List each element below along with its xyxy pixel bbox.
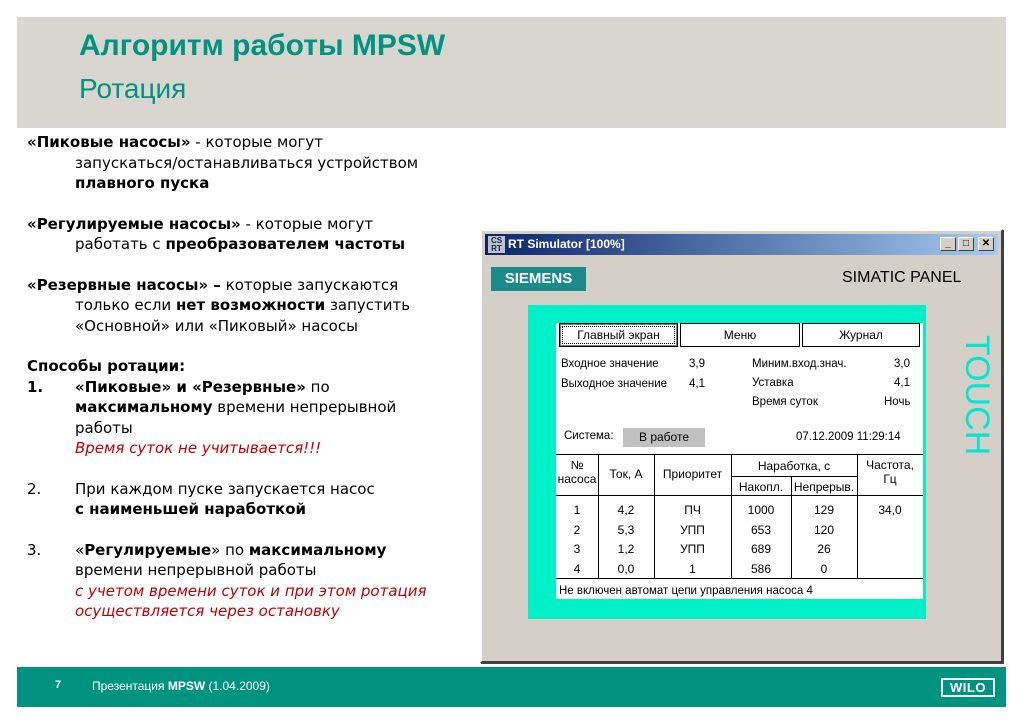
menu-button[interactable]: Меню [680,323,800,347]
table-cell: УПП [680,542,705,556]
item2-line1: При каждом пуске запускается насос [75,479,375,498]
rt-simulator-window [480,229,1003,663]
peak-pumps-term: «Пиковые насосы» [27,133,191,151]
reserve-pumps-rest: которые запускаются [220,275,399,294]
reserve-line2-bold: нет возможности [175,296,326,314]
maximize-button[interactable]: □ [958,237,974,251]
header-frequency [857,458,923,486]
app-logo-icon: CS RT [488,236,505,253]
item-number: 2. [27,479,42,498]
table-cell: 4 [573,561,581,576]
header-num-line1: № [570,458,584,472]
table-cell: 1000 [747,503,775,517]
min-input-label: Миним.вход.знач. [752,358,847,370]
accumulated-column [731,501,791,579]
rotation-methods-title [27,356,477,377]
rotation-method-2 [27,479,477,520]
table-cell: 1 [689,561,696,576]
header-freq-line2: Гц [883,472,897,486]
table-cell: 26 [817,542,831,556]
header-current: Ток, А [609,467,643,481]
window-titlebar[interactable] [485,234,998,255]
item1-post: по [305,377,330,396]
time-of-day-value: Ночь [884,396,911,408]
item3-note2: осуществляется через остановку [75,602,340,620]
item2-line2 [75,499,477,520]
item3-pre: « [75,540,85,559]
item1-line2 [75,397,477,418]
window-title: RT Simulator [100%] [508,237,625,251]
table-cell: УПП [680,522,705,537]
status-message: Не включен автомат цепи управления насоса 4 [559,585,813,597]
item-number: 1. [27,377,44,396]
main-screen-button[interactable]: Главный экран [559,323,678,347]
regulated-pumps-definition [27,214,477,255]
item1-bold: «Пиковые» и «Резервные» [75,377,306,396]
rotation-method-3 [27,540,477,622]
input-value-label: Входное значение [561,358,659,370]
table-cell: 5,3 [617,522,635,537]
table-header-border [556,495,923,496]
item3-bold2: максимальному [248,540,387,559]
header-continuous: Непрерыв. [793,480,855,494]
footer-bold: MPSW [167,679,206,693]
item1-line2-bold: максимальному [75,398,213,416]
minimize-button[interactable]: _ [940,237,956,251]
panel-name: SIMATIC PANEL [842,269,962,286]
reserve-pumps-term: «Резервные насосы» – [27,275,221,294]
table-cell: 129 [813,503,835,517]
wilo-logo: WILO [941,678,995,697]
pump-number-column [556,501,598,579]
header-pump-number [556,458,598,486]
reserve-pumps-line2 [27,295,477,316]
siemens-logo: SIEMENS [491,267,586,291]
peak-pumps-rest: - которые могут [190,133,323,151]
output-value-label: Выходное значение [561,378,668,390]
reserve-pumps-line3: «Основной» или «Пиковый» насосы [75,316,358,335]
table-top-border [556,454,923,455]
hmi-screen-frame [528,305,926,619]
rotation-methods-heading: Способы ротации: [27,357,186,375]
journal-button[interactable]: Журнал [802,323,920,347]
system-status-indicator: В работе [623,428,705,447]
frequency-column [857,501,923,521]
datetime: 07.12.2009 11:29:14 [796,431,901,443]
header-num-line2: насоса [557,472,597,486]
regulated-line2-bold: преобразователем частоты [165,235,406,253]
table-cell: 34,0 [878,503,902,517]
header-runtime: Наработка, с [757,459,831,473]
page-subtitle: Ротация [79,73,187,104]
item1-line3: работы [75,418,133,437]
table-cell: 586 [750,561,772,576]
header-priority: Приоритет [662,467,723,481]
footer-bar [17,667,1006,707]
page-title: Алгоритм работы MPSW [79,29,446,62]
header-accumulated: Накопл. [738,480,784,494]
item3-note1: с учетом времени суток и при этом ротация [75,581,427,600]
peak-pumps-definition [27,132,477,194]
table-cell: 3 [573,542,581,556]
setpoint-label: Уставка [752,377,794,389]
item1-line2-post: времени непрерывной [212,398,397,416]
reserve-pumps-definition [27,275,477,337]
close-button[interactable]: ✕ [978,237,994,251]
header-freq-line1: Частота, [866,458,914,472]
table-cell: 2 [573,522,581,537]
item-number: 3. [27,540,42,559]
peak-pumps-line2: запускаться/останавливаться устройством [75,153,419,172]
item3-bold: Регулируемые [84,540,212,559]
priority-column [654,501,731,579]
setpoint-value: 4,1 [894,377,910,389]
output-value: 4,1 [689,378,705,390]
body-text [27,132,477,622]
system-label: Система: [564,430,614,442]
continuous-column [791,501,857,579]
time-of-day-label: Время суток [752,396,818,408]
table-cell: ПЧ [684,503,701,517]
regulated-pumps-line2 [27,234,477,255]
table-cell: 653 [750,522,772,537]
footer-pre: Презентация [92,679,168,693]
reserve-line2-post: запустить [325,296,411,314]
current-column [598,501,654,579]
footer-caption [92,679,270,693]
touch-label: TOUCH [958,334,996,456]
regulated-pumps-term: «Регулируемые насосы» [27,214,241,233]
runtime-subheader-border [731,476,857,477]
table-cell: 1,2 [617,542,635,556]
item1-note: Время суток не учитывается!!! [75,439,322,457]
footer-post: (1.04.2009) [205,679,270,693]
page-number: 7 [55,679,62,691]
peak-pumps-line3 [27,173,477,194]
table-cell: 120 [813,522,835,537]
item2-line2-bold: с наименьшей наработкой [75,500,307,518]
rotation-method-1 [27,377,477,459]
hmi-screen [556,323,923,599]
regulated-line2-pre: работать с [75,235,166,253]
regulated-pumps-rest: - которые могут [240,214,374,233]
reserve-line2-pre: только если [75,296,176,314]
table-cell: 0 [820,561,828,576]
input-value: 3,9 [689,358,705,370]
title-band [17,17,1006,128]
table-cell: 0,0 [617,561,635,576]
peak-pumps-soft-start: плавного пуска [75,174,210,192]
table-cell: 1 [573,503,581,517]
item3-line2: времени непрерывной работы [75,561,317,579]
min-input-value: 3,0 [894,358,910,370]
table-cell: 689 [750,542,772,556]
table-cell: 4,2 [617,503,635,517]
item3-mid: » по [211,540,249,559]
